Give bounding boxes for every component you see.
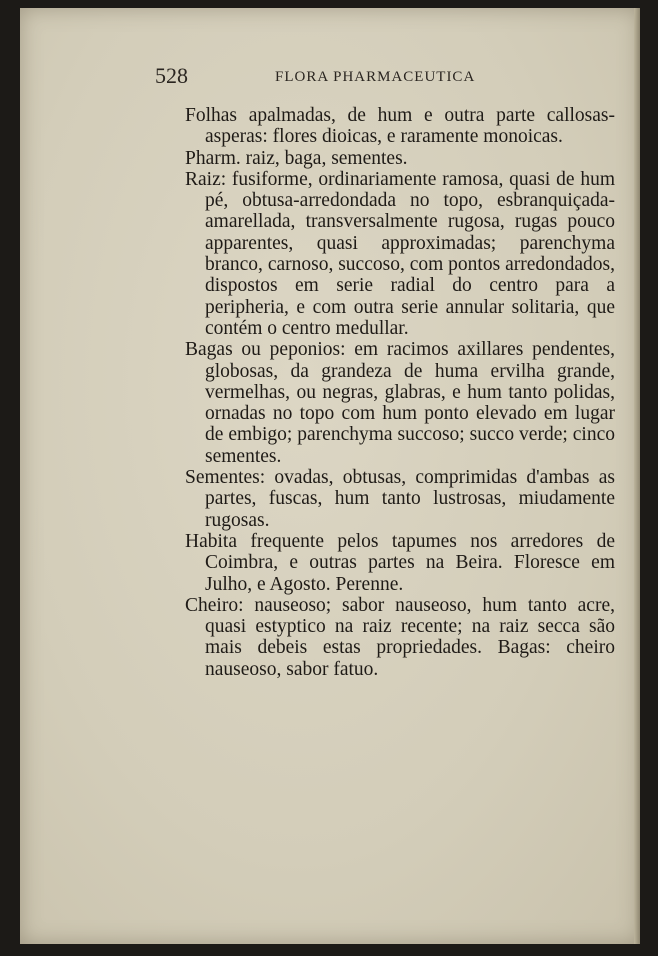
page-header [155,63,595,93]
page-edge [634,8,640,944]
entry-habita: Habita frequente pelos tapumes nos arredores de Coimbra, e outras partes na Beira. Floresce em Julho, e Agosto. Perenne. [185,530,615,595]
entry-sementes: Sementes: ovadas, obtusas, comprimidas d'ambas as partes, fuscas, hum tanto lustrosas, miudamente rugosas. [185,467,615,531]
entry-folhas: Folhas apalmadas, de hum e outra parte callosas-asperas: flores dioicas, e raramente monoicas. [185,105,615,148]
book-page [20,8,640,944]
page-number: 528 [155,63,188,88]
entry-pharm: Pharm. raiz, baga, sementes. [185,147,408,169]
entry-bagas: Bagas ou peponios: em racimos axillares pendentes, globosas, da grandeza de huma ervilha grande, vermelhas, ou negras, glabras, e hum tanto polidas, ornadas no topo com hum ponto elevado em lugar de embigo; parenchyma succoso; succo verde; cinco sementes. [185,339,615,467]
body-text [185,105,615,680]
running-head: FLORA PHARMACEUTICA [275,69,476,85]
entry-cheiro: Cheiro: nauseoso; sabor nauseoso, hum tanto acre, quasi estyptico na raiz recente; na raiz secca são mais debeis estas propriedades. Bagas: cheiro nauseoso, sabor fatuo. [185,594,615,680]
entry-raiz: Raiz: fusiforme, ordinariamente ramosa, quasi de hum pé, obtusa-arredondada no topo, esbranquiçada-amarellada, transversalmente rugosa, rugas pouco apparentes, quasi approximadas; parenchyma branco, carnoso, succoso, com pontos arredondados, dispostos em serie radial do centro para a peripheria, e com outra serie annular solitaria, que contém o centro medullar. [185,168,615,339]
